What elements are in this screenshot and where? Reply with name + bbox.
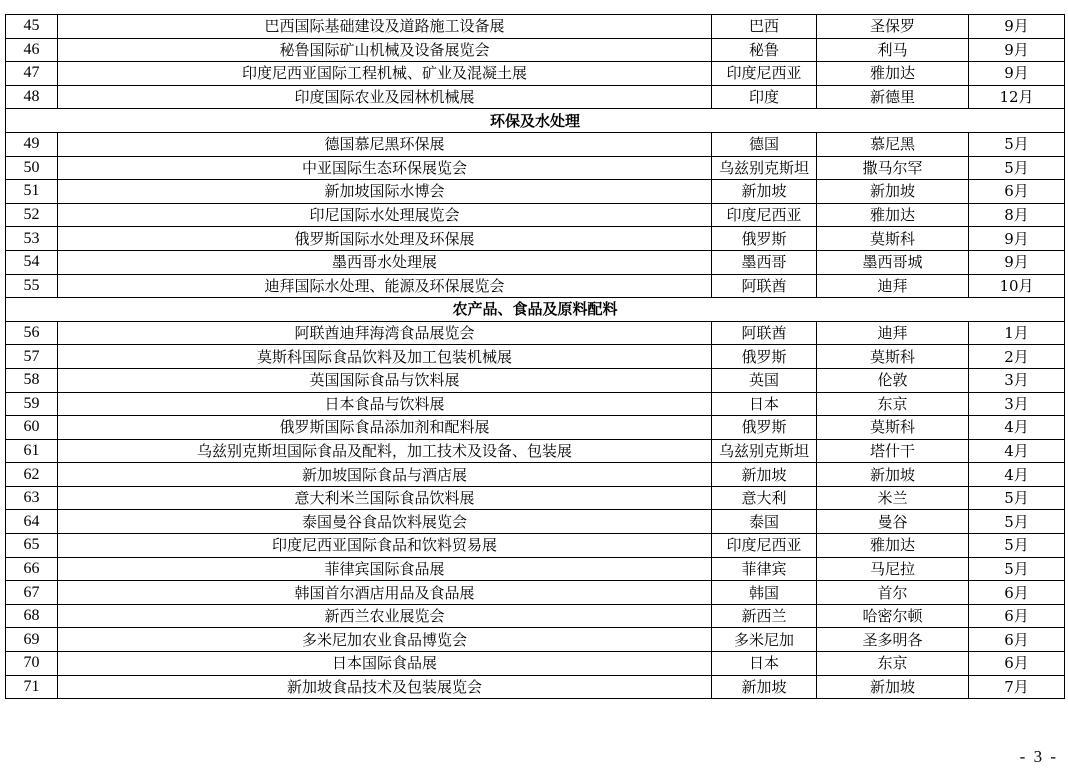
table-row [6,416,1065,440]
row-number-cell: 70 [6,652,58,676]
country-cell: 俄罗斯 [712,227,817,251]
country-cell: 新加坡 [712,180,817,204]
city-cell: 东京 [817,392,969,416]
exhibition-name-cell: 乌兹别克斯坦国际食品及配料，加工技术及设备、包装展 [58,439,712,463]
city-cell: 塔什干 [817,439,969,463]
city-cell: 曼谷 [817,510,969,534]
section-title: 环保及水处理 [6,109,1065,133]
month-cell: 5月 [969,156,1065,180]
month-cell: 6月 [969,180,1065,204]
row-number-cell: 57 [6,345,58,369]
row-number-cell: 65 [6,534,58,558]
month-cell: 4月 [969,416,1065,440]
exhibition-name-cell: 印度国际农业及园林机械展 [58,85,712,109]
table-row [6,62,1065,86]
exhibition-name-cell: 德国慕尼黑环保展 [58,132,712,156]
month-cell: 5月 [969,486,1065,510]
country-cell: 德国 [712,132,817,156]
city-cell: 雅加达 [817,534,969,558]
country-cell: 墨西哥 [712,250,817,274]
exhibition-name-cell: 印尼国际水处理展览会 [58,203,712,227]
table-row [6,486,1065,510]
row-number-cell: 66 [6,557,58,581]
city-cell: 迪拜 [817,274,969,298]
city-cell: 圣保罗 [817,15,969,39]
exhibition-name-cell: 新加坡食品技术及包装展览会 [58,675,712,699]
exhibition-name-cell: 秘鲁国际矿山机械及设备展览会 [58,38,712,62]
table-row [6,250,1065,274]
table-row [6,180,1065,204]
city-cell: 新加坡 [817,463,969,487]
table-row [6,203,1065,227]
table-row [6,321,1065,345]
country-cell: 泰国 [712,510,817,534]
city-cell: 新加坡 [817,675,969,699]
city-cell: 莫斯科 [817,227,969,251]
month-cell: 7月 [969,675,1065,699]
exhibition-name-cell: 日本食品与饮料展 [58,392,712,416]
table-row [6,652,1065,676]
month-cell: 6月 [969,581,1065,605]
page-number: - 3 - [1019,747,1058,766]
table-row [6,345,1065,369]
table-row [6,392,1065,416]
month-cell: 4月 [969,439,1065,463]
row-number-cell: 53 [6,227,58,251]
row-number-cell: 60 [6,416,58,440]
country-cell: 俄罗斯 [712,345,817,369]
city-cell: 雅加达 [817,203,969,227]
country-cell: 菲律宾 [712,557,817,581]
exhibition-name-cell: 墨西哥水处理展 [58,250,712,274]
city-cell: 利马 [817,38,969,62]
exhibition-name-cell: 俄罗斯国际水处理及环保展 [58,227,712,251]
exhibition-name-cell: 日本国际食品展 [58,652,712,676]
month-cell: 9月 [969,15,1065,39]
country-cell: 英国 [712,368,817,392]
country-cell: 日本 [712,392,817,416]
row-number-cell: 69 [6,628,58,652]
row-number-cell: 71 [6,675,58,699]
month-cell: 5月 [969,557,1065,581]
table-row [6,156,1065,180]
row-number-cell: 62 [6,463,58,487]
exhibition-name-cell: 菲律宾国际食品展 [58,557,712,581]
row-number-cell: 50 [6,156,58,180]
city-cell: 首尔 [817,581,969,605]
city-cell: 伦敦 [817,368,969,392]
exhibition-name-cell: 迪拜国际水处理、能源及环保展览会 [58,274,712,298]
table-row [6,463,1065,487]
row-number-cell: 48 [6,85,58,109]
city-cell: 哈密尔顿 [817,604,969,628]
table-row [6,227,1065,251]
row-number-cell: 46 [6,38,58,62]
month-cell: 12月 [969,85,1065,109]
country-cell: 阿联酋 [712,321,817,345]
table-row [6,604,1065,628]
city-cell: 撒马尔罕 [817,156,969,180]
row-number-cell: 52 [6,203,58,227]
city-cell: 马尼拉 [817,557,969,581]
table-row [6,85,1065,109]
country-cell: 巴西 [712,15,817,39]
table-row [6,439,1065,463]
row-number-cell: 59 [6,392,58,416]
country-cell: 新加坡 [712,675,817,699]
country-cell: 俄罗斯 [712,416,817,440]
table-row [6,15,1065,39]
row-number-cell: 55 [6,274,58,298]
month-cell: 9月 [969,38,1065,62]
country-cell: 多米尼加 [712,628,817,652]
row-number-cell: 67 [6,581,58,605]
row-number-cell: 61 [6,439,58,463]
exhibition-name-cell: 新西兰农业展览会 [58,604,712,628]
exhibition-table-body [6,15,1065,699]
month-cell: 9月 [969,227,1065,251]
table-row [6,675,1065,699]
city-cell: 莫斯科 [817,416,969,440]
exhibition-name-cell: 阿联酋迪拜海湾食品展览会 [58,321,712,345]
city-cell: 雅加达 [817,62,969,86]
table-row [6,132,1065,156]
city-cell: 新德里 [817,85,969,109]
month-cell: 8月 [969,203,1065,227]
exhibition-name-cell: 新加坡国际食品与酒店展 [58,463,712,487]
row-number-cell: 68 [6,604,58,628]
month-cell: 5月 [969,510,1065,534]
month-cell: 2月 [969,345,1065,369]
table-row [6,534,1065,558]
section-title: 农产品、食品及原料配料 [6,298,1065,322]
month-cell: 5月 [969,534,1065,558]
row-number-cell: 47 [6,62,58,86]
country-cell: 秘鲁 [712,38,817,62]
country-cell: 日本 [712,652,817,676]
row-number-cell: 56 [6,321,58,345]
month-cell: 3月 [969,368,1065,392]
month-cell: 10月 [969,274,1065,298]
city-cell: 东京 [817,652,969,676]
city-cell: 圣多明各 [817,628,969,652]
country-cell: 印度尼西亚 [712,62,817,86]
exhibition-name-cell: 中亚国际生态环保展览会 [58,156,712,180]
exhibition-name-cell: 印度尼西亚国际工程机械、矿业及混凝土展 [58,62,712,86]
exhibition-name-cell: 俄罗斯国际食品添加剂和配料展 [58,416,712,440]
month-cell: 5月 [969,132,1065,156]
month-cell: 9月 [969,250,1065,274]
country-cell: 印度尼西亚 [712,203,817,227]
section-header-row [6,109,1065,133]
month-cell: 6月 [969,652,1065,676]
section-header-row [6,298,1065,322]
city-cell: 新加坡 [817,180,969,204]
row-number-cell: 64 [6,510,58,534]
table-row [6,274,1065,298]
city-cell: 米兰 [817,486,969,510]
exhibition-name-cell: 英国国际食品与饮料展 [58,368,712,392]
city-cell: 莫斯科 [817,345,969,369]
country-cell: 印度 [712,85,817,109]
row-number-cell: 49 [6,132,58,156]
city-cell: 墨西哥城 [817,250,969,274]
row-number-cell: 45 [6,15,58,39]
row-number-cell: 51 [6,180,58,204]
table-row [6,38,1065,62]
month-cell: 6月 [969,628,1065,652]
exhibition-name-cell: 意大利米兰国际食品饮料展 [58,486,712,510]
month-cell: 3月 [969,392,1065,416]
country-cell: 新加坡 [712,463,817,487]
exhibition-name-cell: 新加坡国际水博会 [58,180,712,204]
month-cell: 9月 [969,62,1065,86]
country-cell: 乌兹别克斯坦 [712,439,817,463]
city-cell: 迪拜 [817,321,969,345]
city-cell: 慕尼黑 [817,132,969,156]
country-cell: 乌兹别克斯坦 [712,156,817,180]
row-number-cell: 54 [6,250,58,274]
table-row [6,628,1065,652]
country-cell: 阿联酋 [712,274,817,298]
exhibition-table [5,14,1065,699]
month-cell: 6月 [969,604,1065,628]
month-cell: 4月 [969,463,1065,487]
month-cell: 1月 [969,321,1065,345]
country-cell: 印度尼西亚 [712,534,817,558]
table-row [6,368,1065,392]
exhibition-name-cell: 莫斯科国际食品饮料及加工包装机械展 [58,345,712,369]
exhibition-name-cell: 韩国首尔酒店用品及食品展 [58,581,712,605]
exhibition-name-cell: 巴西国际基础建设及道路施工设备展 [58,15,712,39]
country-cell: 韩国 [712,581,817,605]
exhibition-name-cell: 泰国曼谷食品饮料展览会 [58,510,712,534]
exhibition-name-cell: 多米尼加农业食品博览会 [58,628,712,652]
exhibition-name-cell: 印度尼西亚国际食品和饮料贸易展 [58,534,712,558]
country-cell: 新西兰 [712,604,817,628]
row-number-cell: 58 [6,368,58,392]
row-number-cell: 63 [6,486,58,510]
table-row [6,581,1065,605]
country-cell: 意大利 [712,486,817,510]
table-row [6,557,1065,581]
table-row [6,510,1065,534]
